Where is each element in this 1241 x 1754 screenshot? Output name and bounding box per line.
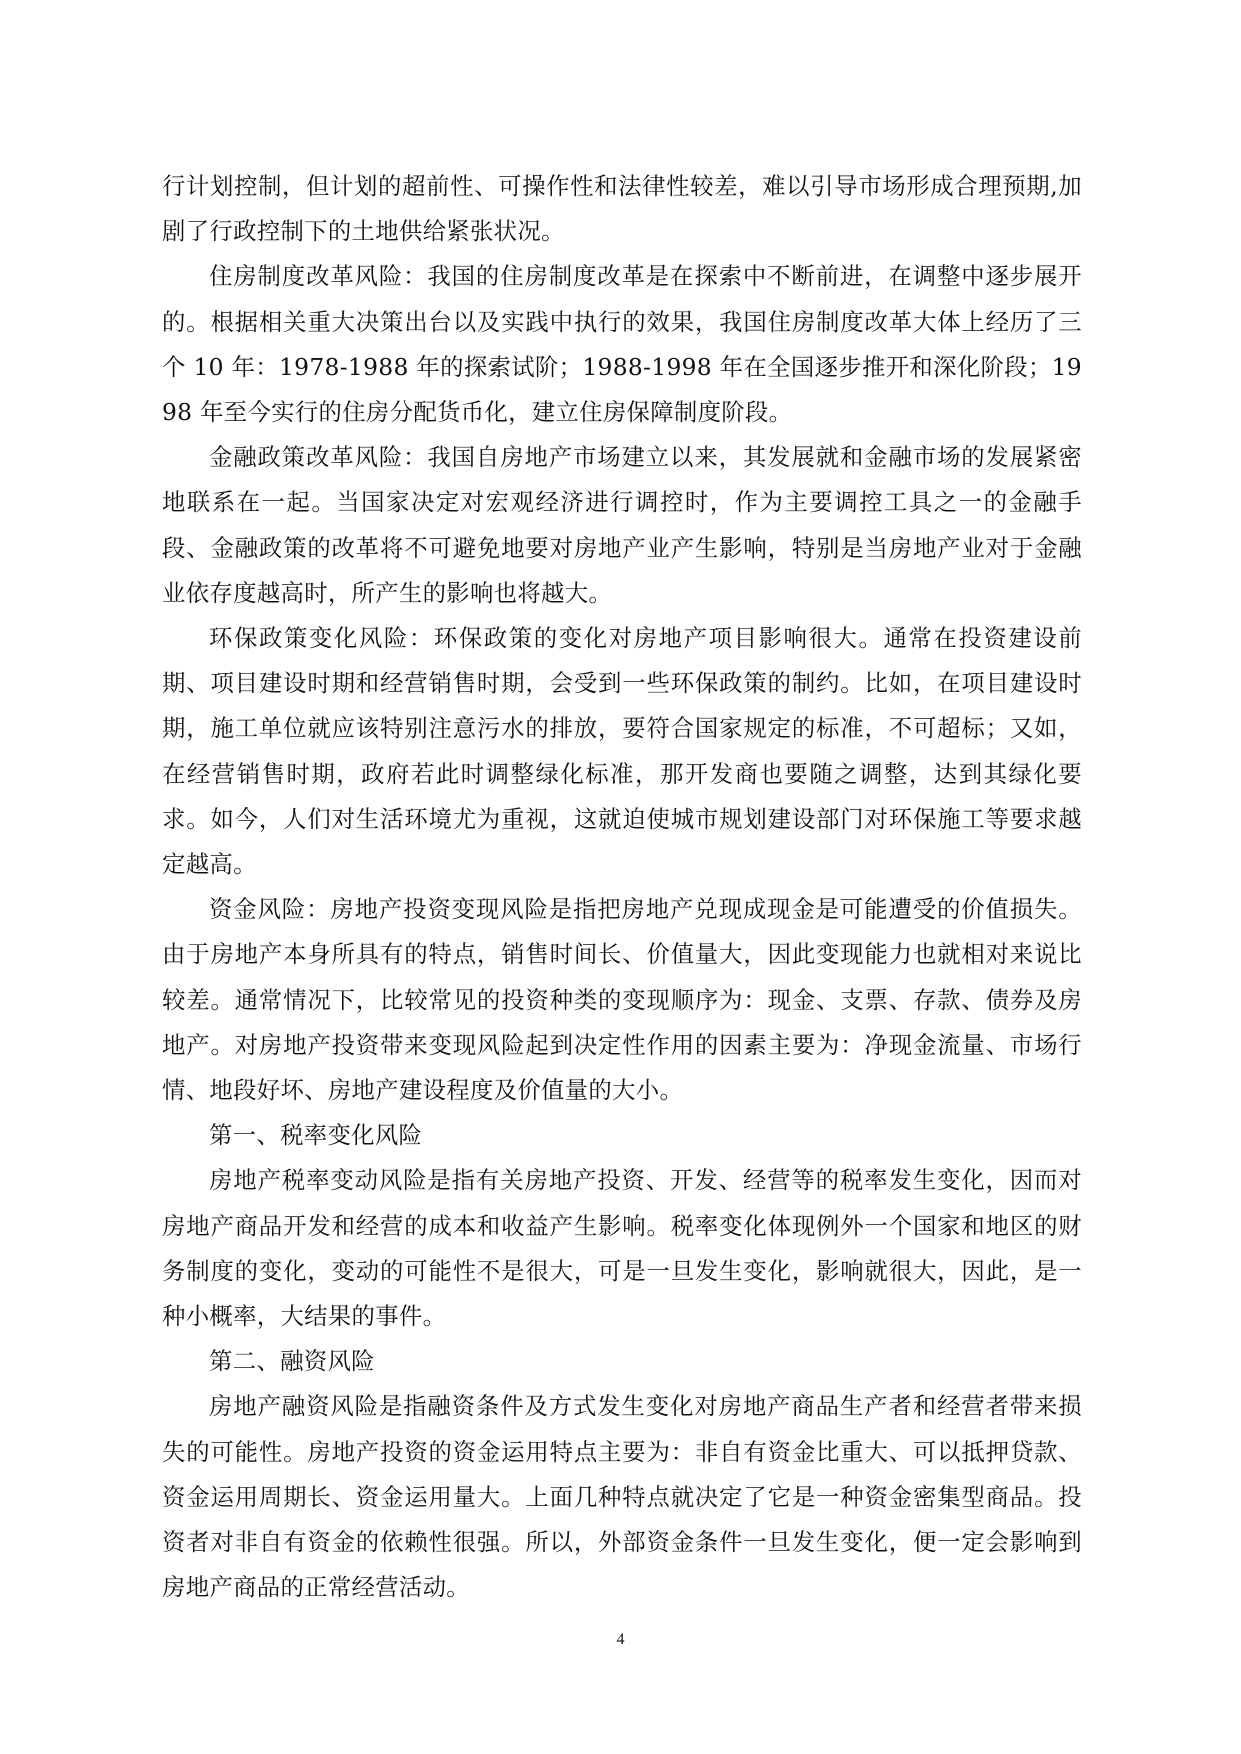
paragraph-financial-policy-risk: 金融政策改革风险：我国自房地产市场建立以来，其发展就和金融市场的发展紧密地联系在一起。当国家决定对宏观经济进行调控时，作为主要调控工具之一的金融手段、金融政策的改革将不可避免地要对房地产业产生影响，特别是当房地产业对于金融业依存度越高时，所产生的影响也将越大。 [162,443,1082,607]
paragraph-financing-risk: 房地产融资风险是指融资条件及方式发生变化对房地产商品生产者和经营者带来损失的可能性。房地产投资的资金运用特点主要为：非自有资金比重大、可以抵押贷款、资金运用周期长、资金运用量大。上面几种特点就决定了它是一种资金密集型商品。投资者对非自有资金的依赖性很强。所以，外部资金条件一旦发生变化，便一定会影响到房地产商品的正常经营活动。 [162,1392,1082,1602]
page-number: 4 [616,1631,625,1648]
body-text [162,164,1082,1611]
paragraph-capital-risk: 资金风险：房地产投资变现风险是指把房地产兑现成现金是可能遭受的价值损失。由于房地产本身所具有的特点，销售时间长、价值量大，因此变现能力也就相对来说比较差。通常情况下，比较常见的投资种类的变现顺序为：现金、支票、存款、债券及房地产。对房地产投资带来变现风险起到决定性作用的因素主要为：净现金流量、市场行情、地段好坏、房地产建设程度及价值量的大小。 [162,895,1082,1105]
paragraph-housing-reform-risk: 住房制度改革风险：我国的住房制度改革是在探索中不断前进，在调整中逐步展开的。根据相关重大决策出台以及实践中执行的效果，我国住房制度改革大体上经历了三个 10 年：1978-1988 年的探索试阶；1988-1998 年在全国逐步推开和深化阶段；1998 年至今实行的住房分配货币化，建立住房保障制度阶段。 [162,262,1082,427]
heading-tax-rate-risk: 第一、税率变化风险 [209,1121,423,1150]
paragraph-tax-rate-risk: 房地产税率变动风险是指有关房地产投资、开发、经营等的税率发生变化，因而对房地产商品开发和经营的成本和收益产生影响。税率变化体现例外一个国家和地区的财务制度的变化，变动的可能性不是很大，可是一旦发生变化，影响就很大，因此，是一种小概率，大结果的事件。 [162,1166,1082,1331]
paragraph-continuation: 行计划控制，但计划的超前性、可操作性和法律性较差，难以引导市场形成合理预期,加剧了行政控制下的土地供给紧张状况。 [162,172,1082,246]
paragraph-environmental-policy-risk: 环保政策变化风险：环保政策的变化对房地产项目影响很大。通常在投资建设前期、项目建设时期和经营销售时期，会受到一些环保政策的制约。比如，在项目建设时期，施工单位就应该特别注意污水的排放，要符合国家规定的标准，不可超标；又如，在经营销售时期，政府若此时调整绿化标准，那开发商也要随之调整，达到其绿化要求。如今，人们对生活环境尤为重视，这就迫使城市规划建设部门对环保施工等要求越定越高。 [162,624,1082,879]
heading-financing-risk: 第二、融资风险 [209,1347,375,1376]
